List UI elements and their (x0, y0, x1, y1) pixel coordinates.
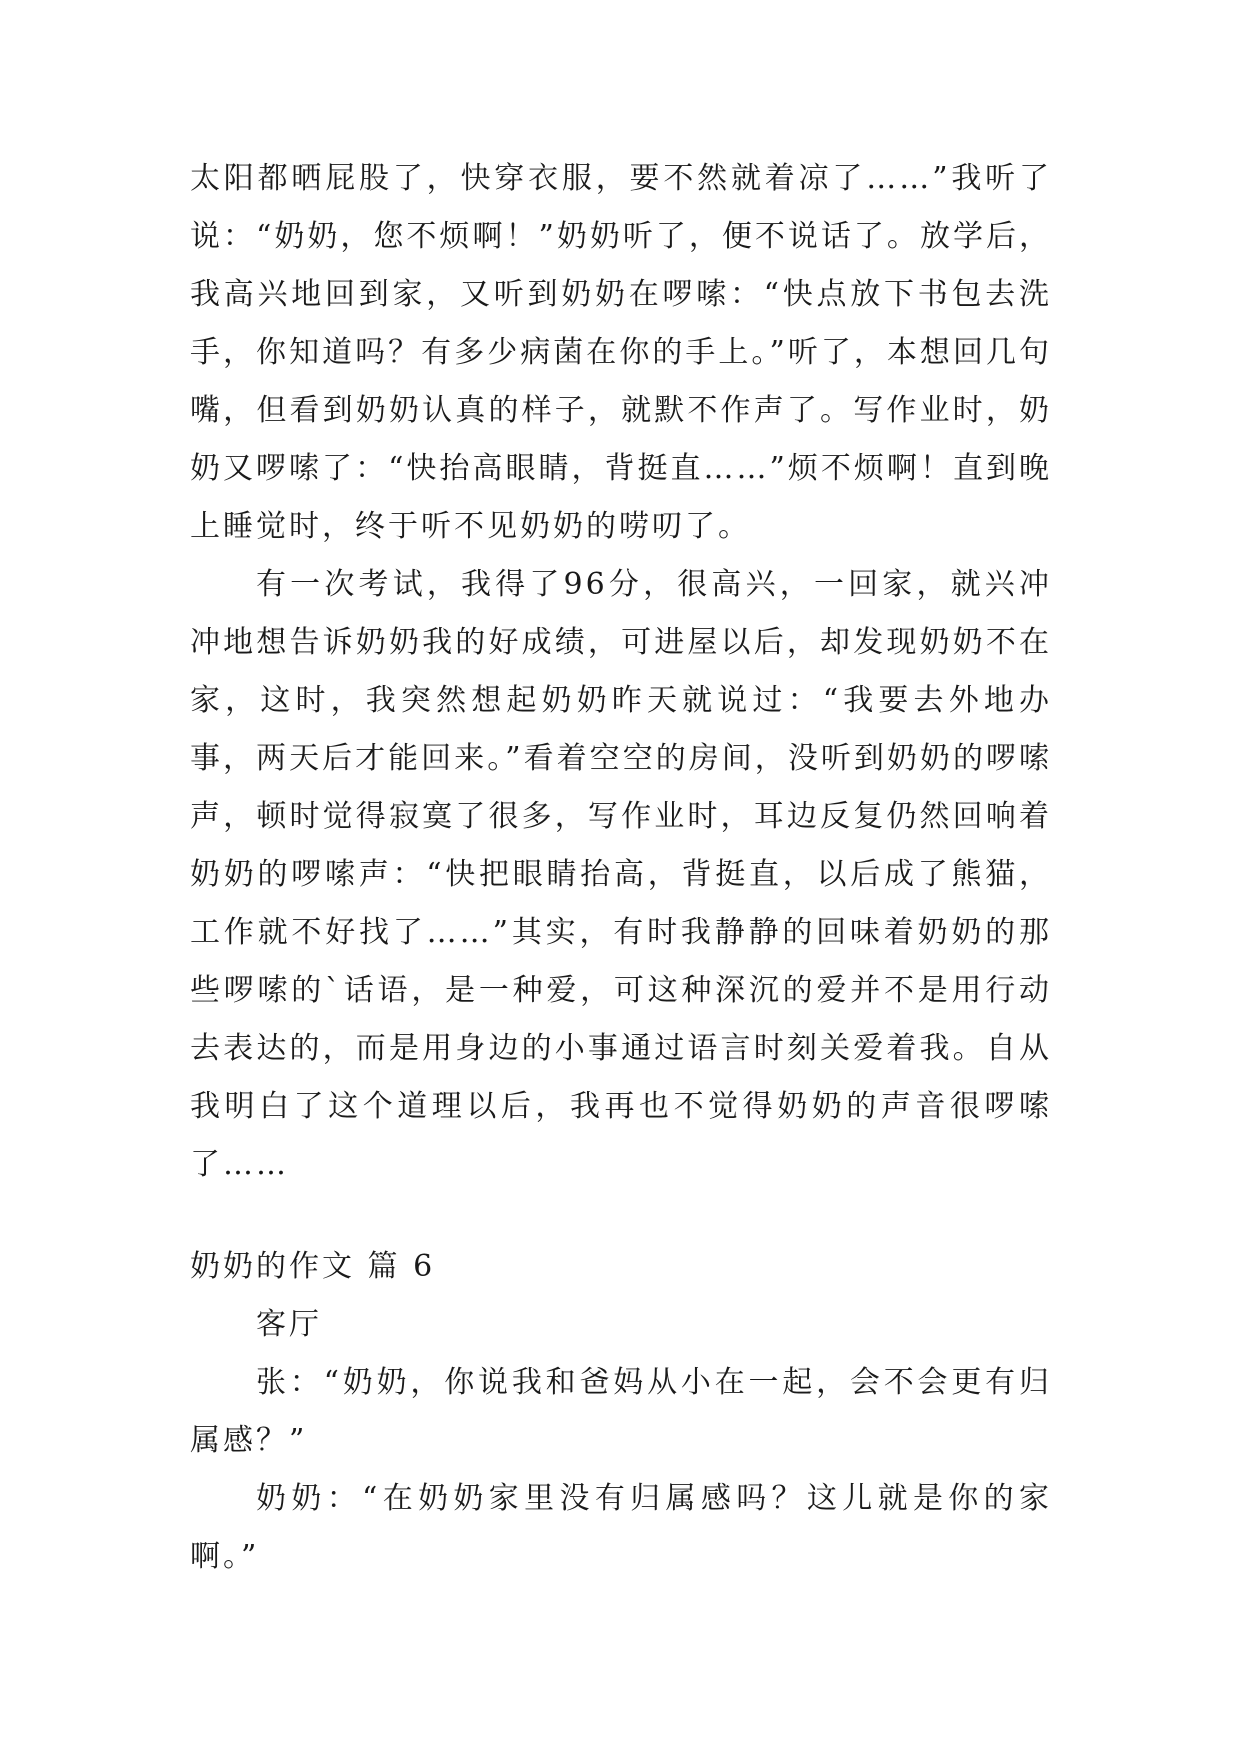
document-page (190, 150, 1052, 1586)
dialogue-line: 奶奶：“在奶奶家里没有归属感吗？这儿就是你的家啊。” (190, 1481, 1052, 1574)
body-paragraph: 太阳都晒屁股了，快穿衣服，要不然就着凉了……”我听了说：“奶奶，您不烦啊！”奶奶听了，便不说话了。放学后，我高兴地回到家，又听到奶奶在啰嗦：“快点放下书包去洗手，你知道吗？有多少病菌在你的手上。”听了，本想回几句嘴，但看到奶奶认真的样子，就默不作声了。写作业时，奶奶又啰嗦了：“快抬高眼睛，背挺直……”烦不烦啊！直到晚上睡觉时，终于听不见奶奶的唠叨了。 (190, 161, 1052, 544)
scene-label: 客厅 (256, 1307, 322, 1342)
dialogue-line: 张：“奶奶，你说我和爸妈从小在一起，会不会更有归属感？” (190, 1365, 1052, 1458)
body-paragraph: 有一次考试，我得了96分，很高兴，一回家，就兴冲冲地想告诉奶奶我的好成绩，可进屋以后，却发现奶奶不在家，这时，我突然想起奶奶昨天就说过：“我要去外地办事，两天后才能回来。”看着空空的房间，没听到奶奶的啰嗦声，顿时觉得寂寞了很多，写作业时，耳边反复仍然回响着奶奶的啰嗦声：“快把眼睛抬高，背挺直，以后成了熊猫，工作就不好找了……”其实，有时我静静的回味着奶奶的那些啰嗦的`话语，是一种爱，可这种深沉的爱并不是用行动去表达的，而是用身边的小事通过语言时刻关爱着我。自从我明白了这个道理以后，我再也不觉得奶奶的声音很啰嗦了…… (190, 567, 1052, 1182)
section-title: 奶奶的作文 篇 6 (190, 1249, 436, 1284)
